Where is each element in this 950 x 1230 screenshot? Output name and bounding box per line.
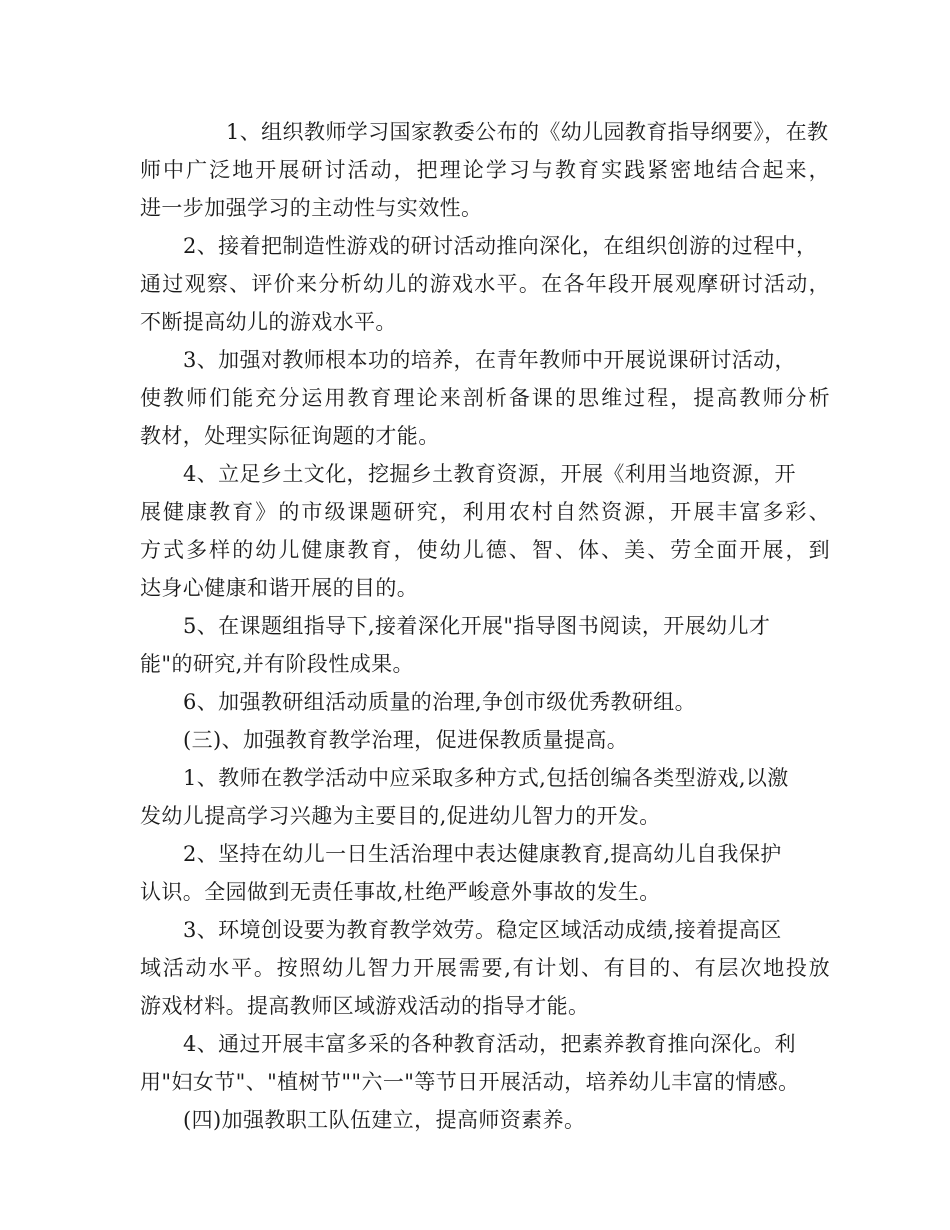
text-line: 用"妇女节"、"植树节""六一"等节日开展活动，培养幼儿丰富的情感。 bbox=[140, 1070, 800, 1094]
paragraph-10 bbox=[140, 1025, 830, 1101]
text-line: 发幼儿提高学习兴趣为主要目的,促进幼儿智力的开发。 bbox=[140, 804, 661, 828]
heading-line: (四)加强教职工队伍建立，提高师资素养。 bbox=[183, 1108, 586, 1132]
text-line: 游戏材料。提高教师区域游戏活动的指导才能。 bbox=[140, 994, 590, 1018]
text-line: 能"的研究,并有阶段性成果。 bbox=[140, 652, 414, 676]
text-line: 1、组织教师学习国家教委公布的《幼儿园教育指导纲要》，在教 bbox=[226, 120, 829, 144]
text-line: 不断提高幼儿的游戏水平。 bbox=[140, 310, 397, 334]
paragraph-2 bbox=[140, 227, 830, 341]
text-line: 展健康教育》的市级课题研究，利用农村自然资源，开展丰富多彩、 bbox=[140, 500, 830, 524]
text-line: 通过观察、评价来分析幼儿的游戏水平。在各年段开展观摩研讨活动， bbox=[140, 272, 830, 296]
text-line: 4、立足乡土文化，挖掘乡土教育资源，开展《利用当地资源，开 bbox=[183, 462, 796, 486]
paragraph-1 bbox=[140, 113, 830, 227]
text-line: 3、环境创设要为教育教学效劳。稳定区域活动成绩,接着提高区 bbox=[183, 918, 782, 942]
document-body bbox=[140, 113, 830, 1139]
paragraph-3 bbox=[140, 341, 830, 455]
paragraph-8 bbox=[140, 835, 830, 911]
text-line: 师中广泛地开展研讨活动，把理论学习与教育实践紧密地结合起来， bbox=[140, 158, 830, 182]
text-line: 认识。全园做到无责任事故,杜绝严峻意外事故的发生。 bbox=[140, 880, 661, 904]
text-line: 5、在课题组指导下,接着深化开展"指导图书阅读，开展幼儿才 bbox=[183, 614, 771, 638]
text-line: 2、坚持在幼儿一日生活治理中表达健康教育,提高幼儿自我保护 bbox=[183, 842, 782, 866]
section-heading-3 bbox=[140, 721, 830, 759]
paragraph-6 bbox=[140, 683, 830, 721]
text-line: 2、接着把制造性游戏的研讨活动推向深化，在组织创游的过程中， bbox=[183, 234, 818, 258]
text-line: 域活动水平。按照幼儿智力开展需要,有计划、有目的、有层次地投放 bbox=[140, 956, 830, 980]
section-heading-4 bbox=[140, 1101, 830, 1139]
paragraph-5 bbox=[140, 607, 830, 683]
heading-line: (三)、加强教育教学治理，促进保教质量提高。 bbox=[183, 728, 629, 752]
paragraph-9 bbox=[140, 911, 830, 1025]
text-line: 方式多样的幼儿健康教育，使幼儿德、智、体、美、劳全面开展，到 bbox=[140, 538, 830, 562]
text-line: 4、通过开展丰富多采的各种教育活动，把素养教育推向深化。利 bbox=[183, 1032, 796, 1056]
paragraph-7 bbox=[140, 759, 830, 835]
text-line: 6、加强教研组活动质量的治理,争创市级优秀教研组。 bbox=[183, 690, 697, 714]
text-line: 教材，处理实际征询题的才能。 bbox=[140, 424, 440, 448]
paragraph-4 bbox=[140, 455, 830, 607]
text-line: 达身心健康和谐开展的目的。 bbox=[140, 576, 419, 600]
text-line: 进一步加强学习的主动性与实效性。 bbox=[140, 196, 483, 220]
text-line: 3、加强对教师根本功的培养，在青年教师中开展说课研讨活动， bbox=[183, 348, 796, 372]
text-line: 1、教师在教学活动中应采取多种方式,包括创编各类型游戏,以激 bbox=[183, 766, 789, 790]
text-line: 使教师们能充分运用教育理论来剖析备课的思维过程，提高教师分析 bbox=[140, 386, 830, 410]
